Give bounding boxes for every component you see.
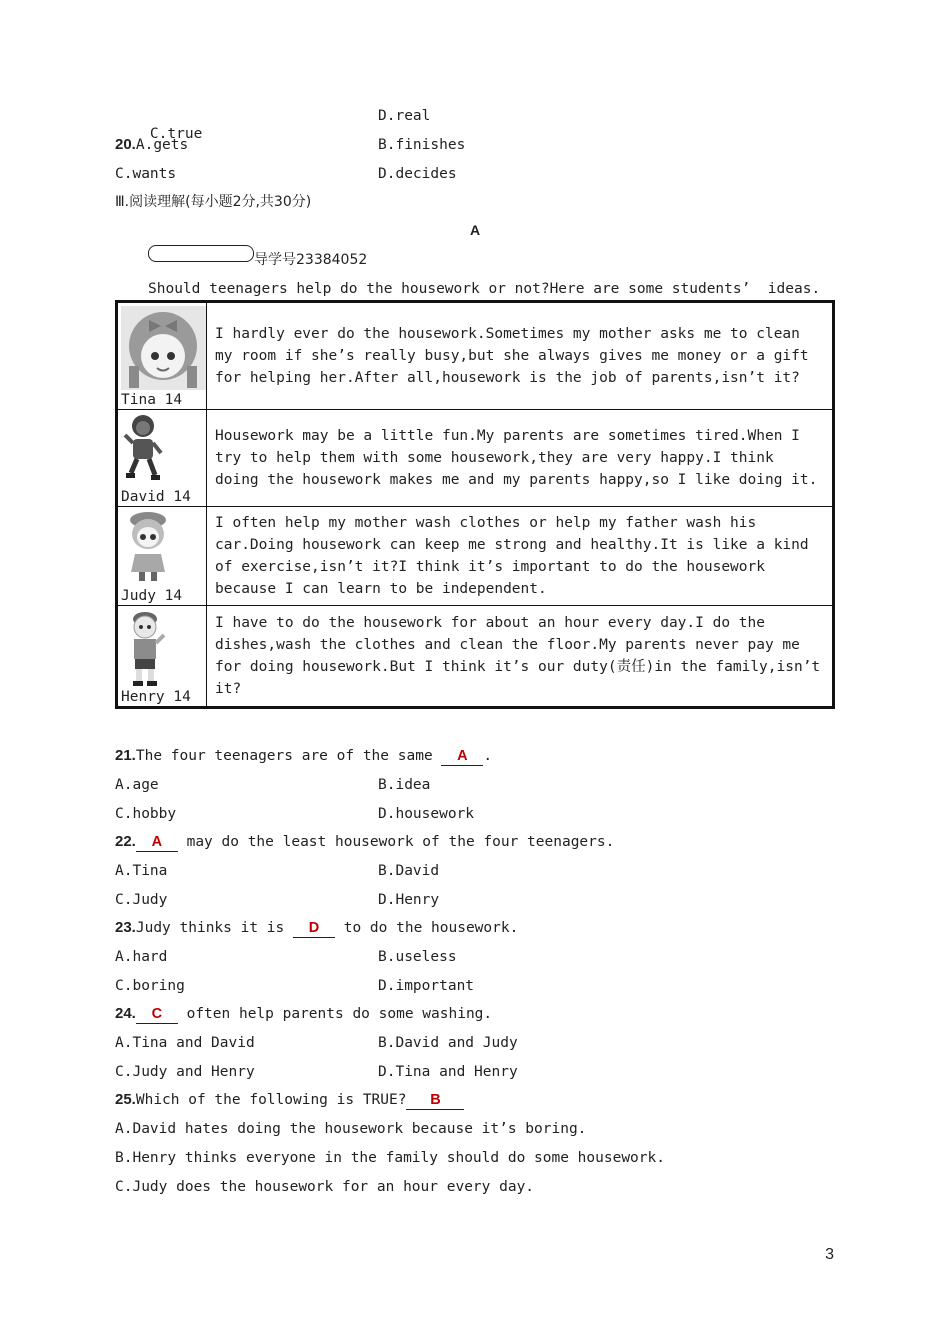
page-number: 3 xyxy=(825,1246,834,1263)
student-name: David 14 xyxy=(121,489,191,505)
david-avatar-icon xyxy=(123,413,163,485)
q21-option-d: D.housework xyxy=(378,806,475,822)
q20-row1 xyxy=(115,136,466,154)
q23-row1 xyxy=(115,948,457,966)
q22-option-c: C.Judy xyxy=(115,892,168,908)
q24-row2 xyxy=(115,1063,518,1081)
q22-row2 xyxy=(115,891,440,909)
students-table xyxy=(115,300,835,709)
q20-option-d: D.decides xyxy=(378,166,457,182)
student-row-david xyxy=(117,410,834,507)
q19-option-d: D.real xyxy=(378,108,431,124)
guide-number: 导学号23384052 xyxy=(254,252,368,268)
student-name: Henry 14 xyxy=(121,689,191,705)
q24-option-b: B.David and Judy xyxy=(378,1035,518,1051)
q21-row2 xyxy=(115,805,475,823)
q21-option-b: B.idea xyxy=(378,777,431,793)
q21-option-a: A.age xyxy=(115,777,159,793)
q25-option-a: A.David hates doing the housework because it’s boring. xyxy=(115,1121,587,1137)
q21-answer: A xyxy=(441,747,483,766)
q21-number: 21. xyxy=(115,747,136,764)
guide-box xyxy=(148,245,254,262)
q23-stem xyxy=(115,919,518,938)
student-row-henry xyxy=(117,606,834,708)
q24-option-c: C.Judy and Henry xyxy=(115,1064,255,1080)
q25-stem xyxy=(115,1091,464,1110)
student-photo-cell xyxy=(117,410,207,507)
q24-row1 xyxy=(115,1034,518,1052)
henry-avatar-icon xyxy=(123,609,168,687)
q23-option-c: C.boring xyxy=(115,978,185,994)
q22-option-a: A.Tina xyxy=(115,863,168,879)
q24-option-a: A.Tina and David xyxy=(115,1035,255,1051)
q23-option-b: B.useless xyxy=(378,949,457,965)
q24-option-d: D.Tina and Henry xyxy=(378,1064,518,1080)
q23-answer: D xyxy=(293,919,335,938)
q24-answer: C xyxy=(136,1005,178,1024)
student-photo-cell xyxy=(117,606,207,708)
q22-number: 22. xyxy=(115,833,136,850)
q25-option-c: C.Judy does the housework for an hour every day. xyxy=(115,1179,535,1195)
q23-text: Judy thinks it is xyxy=(135,920,293,936)
q22-stem xyxy=(115,833,614,852)
q21-text-end: . xyxy=(483,748,493,764)
student-photo-cell xyxy=(117,507,207,606)
section-title: Ⅲ.阅读理解(每小题2分,共30分) xyxy=(115,194,312,210)
q20-option-a: A.gets xyxy=(135,137,189,153)
q22-row1 xyxy=(115,862,440,880)
intro-text: Should teenagers help do the housework or not?Here are some students’ ideas. xyxy=(148,281,821,297)
q20-row2 xyxy=(115,165,457,183)
part-label: A xyxy=(469,222,481,238)
student-name: Tina 14 xyxy=(121,392,183,408)
q19-option-c: C.true xyxy=(149,126,203,142)
student-statement: I hardly ever do the housework.Sometimes my mother asks me to clean my room if she’s really busy,but she always gives me money or a gift for helping her.After all,housework is the job of parents,isn’t it? xyxy=(207,302,834,410)
q21-option-c: C.hobby xyxy=(115,806,177,822)
q22-option-b: B.David xyxy=(378,863,440,879)
q23-text-end: to do the housework. xyxy=(335,920,519,936)
student-row-tina xyxy=(117,302,834,410)
student-statement: Housework may be a little fun.My parents are sometimes tired.When I try to help them with some housework,they are very happy.I think doing the housework makes me and my parents happy,so I like doing it. xyxy=(207,410,834,507)
student-statement: I have to do the housework for about an hour every day.I do the dishes,wash the clothes and clean the floor.My parents never pay me for doing housework.But I think it’s our duty(责任)in the family,isn’t it? xyxy=(207,606,834,708)
student-name: Judy 14 xyxy=(121,588,183,604)
q21-row1 xyxy=(115,776,431,794)
q23-row2 xyxy=(115,977,475,995)
q22-text-end: may do the least housework of the four teenagers. xyxy=(177,834,615,850)
student-statement: I often help my mother wash clothes or help my father wash his car.Doing housework can keep me strong and healthy.It is like a kind of exercise,isn’t it?I think it’s important to do the housework because I can learn to be independent. xyxy=(207,507,834,606)
q25-option-b: B.Henry thinks everyone in the family should do some housework. xyxy=(115,1150,665,1166)
q20-number: 20. xyxy=(115,136,136,153)
q21-stem xyxy=(115,747,492,766)
student-row-judy xyxy=(117,507,834,606)
q24-text-end: often help parents do some washing. xyxy=(177,1006,493,1022)
q22-option-d: D.Henry xyxy=(378,892,440,908)
q20-option-c: C.wants xyxy=(115,166,177,182)
q23-option-a: A.hard xyxy=(115,949,168,965)
q21-text: The four teenagers are of the same xyxy=(135,748,442,764)
judy-avatar-icon xyxy=(123,510,173,584)
q24-stem xyxy=(115,1005,492,1024)
student-photo-cell xyxy=(117,302,207,410)
q23-option-d: D.important xyxy=(378,978,475,994)
q25-answer: B xyxy=(406,1091,464,1110)
q23-number: 23. xyxy=(115,919,136,936)
q24-number: 24. xyxy=(115,1005,136,1022)
q20-option-b: B.finishes xyxy=(378,137,466,153)
tina-avatar-icon xyxy=(121,306,206,390)
q25-number: 25. xyxy=(115,1091,136,1108)
q25-text: Which of the following is TRUE? xyxy=(135,1092,407,1108)
q22-answer: A xyxy=(136,833,178,852)
